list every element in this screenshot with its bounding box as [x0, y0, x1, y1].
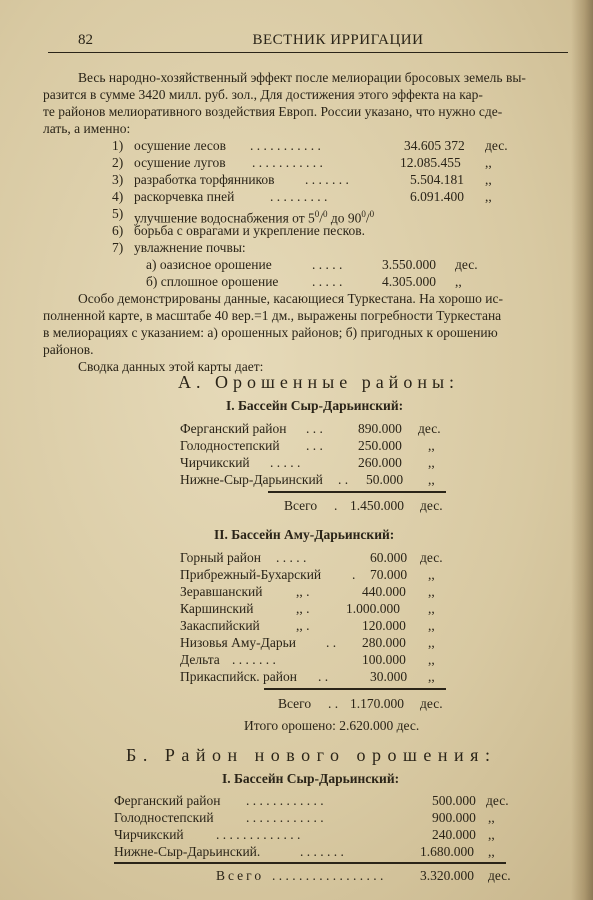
leader-dots: . . . . . . .	[305, 172, 349, 187]
row-label: Ферганский район	[114, 793, 221, 808]
leader-dots: . . . . . . .	[300, 844, 344, 859]
sublist-unit: ,,	[455, 274, 462, 289]
row-value: 500.000	[432, 793, 476, 808]
sublist-unit: дес.	[455, 257, 478, 272]
row-value: 440.000	[362, 584, 406, 599]
row-value: 900.000	[432, 810, 476, 825]
total-rule	[268, 491, 446, 493]
row-value: 120.000	[362, 618, 406, 633]
running-header	[48, 30, 568, 53]
sublist-value: 4.305.000	[382, 274, 436, 289]
row-label: Каршинский	[180, 601, 254, 616]
row-value: 240.000	[432, 827, 476, 842]
row-label: Голодностепский	[180, 438, 280, 453]
leader-dots: . . . . . . . . . . . . . . . . .	[272, 868, 384, 883]
leader-dots: . . . . .	[312, 257, 343, 272]
list-item-value: 5.504.181	[410, 172, 464, 187]
leader-dots: ,, .	[296, 618, 310, 633]
journal-title: ВЕСТНИК ИРРИГАЦИИ	[252, 32, 424, 48]
row-value: 100.000	[362, 652, 406, 667]
basin-title: I. Бассейн Сыр-Дарьинский:	[222, 771, 400, 786]
intro-line: те районов мелиоративного воздействия Европ. России указано, что нужно сде-	[43, 104, 503, 119]
leader-dots: .	[334, 498, 338, 513]
page-number: 82	[78, 32, 93, 48]
row-value: 70.000	[370, 567, 408, 582]
leader-dots: . . . . . . . . .	[270, 189, 328, 204]
list-item-num: 1)	[112, 138, 124, 153]
sublist-label: б) сплошное орошение	[146, 274, 279, 289]
list-item-num: 3)	[112, 172, 124, 187]
row-label: Чирчикский	[114, 827, 184, 842]
list-item-num: 5)	[112, 206, 124, 221]
row-label: Прибрежный-Бухарский	[180, 567, 322, 582]
row-label: Зеравшанский	[180, 584, 263, 599]
list-item-label: раскорчевка пней	[134, 189, 235, 204]
row-unit: ,,	[428, 618, 435, 633]
row-unit: ,,	[428, 652, 435, 667]
row-label: Чирчикский	[180, 455, 250, 470]
row-label: Ферганский район	[180, 421, 287, 436]
row-unit: ,,	[428, 438, 435, 453]
paragraph-line: Особо демонстрированы данные, касающиеся Туркестана. На хорошо ис-	[78, 291, 503, 306]
row-unit: ,,	[488, 810, 495, 825]
row-value: 250.000	[358, 438, 402, 453]
row-unit: ,,	[488, 827, 495, 842]
leader-dots: . . . . . . . . . . . . .	[216, 827, 301, 842]
section-b-title: Б. Район нового орошения:	[126, 745, 497, 765]
list-item-num: 6)	[112, 223, 124, 238]
leader-dots: . . . . . . . . . . . .	[246, 793, 324, 808]
row-unit: ,,	[428, 669, 435, 684]
intro-line: Весь народно-хозяйственный эффект после мелиорации бросовых земель вы-	[78, 70, 526, 85]
row-unit: ,,	[488, 844, 495, 859]
leader-dots: . . . . . . . . . . .	[252, 155, 323, 170]
total-rule	[114, 862, 506, 864]
list-item-unit: ,,	[485, 189, 492, 204]
leader-dots: . .	[326, 635, 337, 650]
list-item-text: борьба с оврагами и укрепление песков.	[134, 223, 366, 238]
leader-dots: ,, .	[296, 584, 310, 599]
sublist-value: 3.550.000	[382, 257, 436, 272]
sublist-label: а) оазисное орошение	[146, 257, 272, 272]
intro-line: лать, а именно:	[43, 121, 131, 136]
leader-dots: . . . . .	[312, 274, 343, 289]
row-unit: дес.	[420, 550, 443, 565]
basin-title: II. Бассейн Аму-Дарьинский:	[214, 527, 395, 542]
total-unit: дес.	[420, 696, 443, 711]
row-label: Голодностепский	[114, 810, 214, 825]
row-unit: ,,	[428, 584, 435, 599]
row-unit: дес.	[418, 421, 441, 436]
list-item-num: 7)	[112, 240, 124, 255]
total-rule	[264, 688, 446, 690]
list-item-unit: ,,	[485, 172, 492, 187]
leader-dots: . .	[338, 472, 349, 487]
basin-title: I. Бассейн Сыр-Дарьинский:	[226, 398, 404, 413]
list-item-num: 2)	[112, 155, 124, 170]
paragraph-line: в мелиорациях с указанием: а) орошенных районов; б) пригодных к орошению	[43, 325, 498, 340]
row-value: 1.000.000	[346, 601, 400, 616]
row-label: Прикаспийск. район	[180, 669, 297, 684]
row-value: 50.000	[366, 472, 404, 487]
list-item-unit: дес.	[485, 138, 508, 153]
list-item-label: осушение лугов	[134, 155, 226, 170]
row-unit: ,,	[428, 455, 435, 470]
row-label: Низовья Аму-Дарьи	[180, 635, 296, 650]
leader-dots: . .	[318, 669, 329, 684]
list-item-text: улучшение водоснабжения от $5^0/^0$ до $90^0/^0$	[134, 209, 375, 226]
leader-dots: . . .	[306, 438, 323, 453]
total-label: Всего	[278, 696, 312, 711]
paragraph-line: районов.	[43, 342, 94, 357]
total-label: Всего	[216, 868, 265, 883]
leader-dots: . . . . . . . . . . . .	[246, 810, 324, 825]
intro-line: разится в сумме 3420 милл. руб. зол., Для достижения этого эффекта на кар-	[43, 87, 483, 102]
leader-dots: . . .	[306, 421, 323, 436]
total-value: 3.320.000	[420, 868, 474, 883]
leader-dots: . . . . .	[276, 550, 307, 565]
row-label: Горный район	[180, 550, 261, 565]
leader-dots: . . . . .	[270, 455, 301, 470]
row-label: Нижне-Сыр-Дарьинский	[180, 472, 323, 487]
leader-dots: ,, .	[296, 601, 310, 616]
leader-dots: . . . . . . . . . . .	[250, 138, 321, 153]
row-unit: дес.	[486, 793, 509, 808]
list-item-label: осушение лесов	[134, 138, 227, 153]
grand-total: Итого орошено: 2.620.000 дес.	[244, 718, 420, 733]
row-label: Закаспийский	[180, 618, 260, 633]
list-item-value: 6.091.400	[410, 189, 464, 204]
row-unit: ,,	[428, 635, 435, 650]
total-value: 1.450.000	[350, 498, 404, 513]
row-value: 260.000	[358, 455, 402, 470]
row-value: 30.000	[370, 669, 408, 684]
list-item-unit: ,,	[485, 155, 492, 170]
total-value: 1.170.000	[350, 696, 404, 711]
list-item-value: 34.605 372	[404, 138, 465, 153]
row-label: Нижне-Сыр-Дарьинский.	[114, 844, 261, 859]
leader-dots: . .	[328, 696, 339, 711]
paragraph-line: полненной карте, в масштабе 40 вер.=1 дм., выражены погребности Туркестана	[43, 308, 502, 323]
leader-dots: . . . . . . .	[232, 652, 276, 667]
list-item-value: 12.085.455	[400, 155, 461, 170]
total-unit: дес.	[488, 868, 511, 883]
list-item-text: увлажнение почвы:	[134, 240, 246, 255]
row-value: 890.000	[358, 421, 402, 436]
section-a-title: А. Орошенные районы:	[178, 372, 460, 392]
total-label: Всего	[284, 498, 318, 513]
page-spine-shadow	[571, 0, 593, 900]
row-unit: ,,	[428, 472, 435, 487]
row-unit: ,,	[428, 601, 435, 616]
total-unit: дес.	[420, 498, 443, 513]
paragraph-line: Сводка данных этой карты дает:	[78, 359, 264, 374]
list-item-label: разработка торфянников	[134, 172, 275, 187]
row-value: 1.680.000	[420, 844, 474, 859]
row-value: 280.000	[362, 635, 406, 650]
leader-dots: .	[352, 567, 356, 582]
row-unit: ,,	[428, 567, 435, 582]
list-item-num: 4)	[112, 189, 124, 204]
row-value: 60.000	[370, 550, 408, 565]
row-label: Дельта	[180, 652, 220, 667]
